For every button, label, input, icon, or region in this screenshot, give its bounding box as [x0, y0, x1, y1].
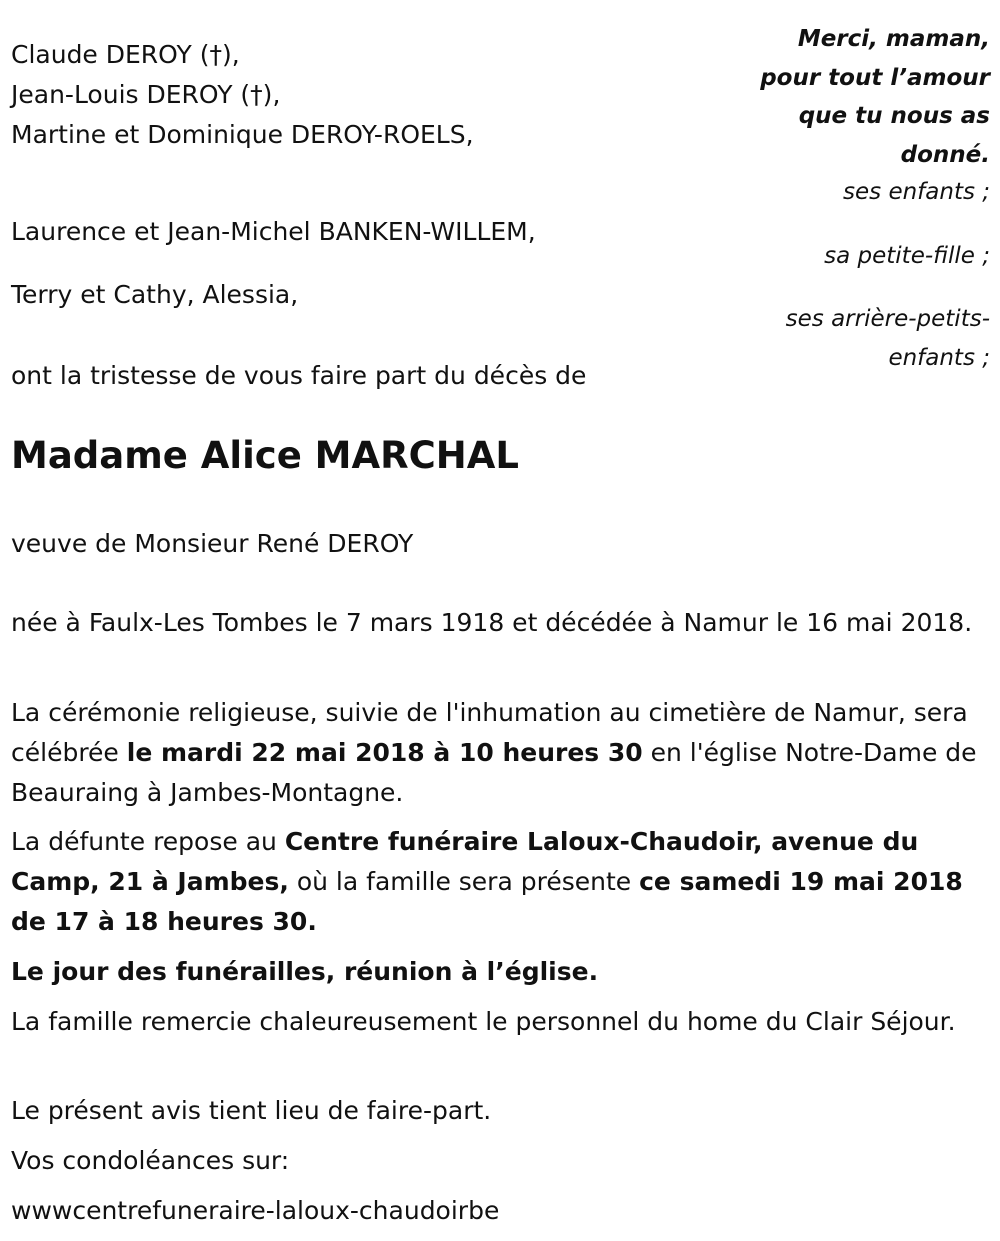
- widow-of: veuve de Monsieur René DEROY: [11, 529, 414, 558]
- quote-line-2: pour tout l’amour: [760, 65, 990, 91]
- deceased-name: Madame Alice MARCHAL: [11, 434, 519, 477]
- ceremony-date: le mardi 22 mai 2018 à 10 heures 30: [126, 738, 643, 767]
- condolences-website: wwwcentrefuneraire-laloux-chaudoirbe: [11, 1196, 500, 1225]
- ceremony-paragraph: [11, 693, 986, 813]
- quote-line-1: Merci, maman,: [797, 26, 990, 52]
- repose-paragraph: [11, 822, 986, 942]
- quote-line-3: que tu nous as: [798, 103, 990, 129]
- family-line-martine: Martine et Dominique DEROY-ROELS,: [11, 120, 474, 149]
- quote-line-4: donné.: [900, 142, 990, 168]
- relation-great-grandchildren-1: ses arrière-petits-: [785, 306, 990, 332]
- repose-visitation-time: ce samedi 19 mai 2018 de 17 à 18 heures 30.: [11, 867, 963, 936]
- repose-text-2: où la famille sera présente: [288, 867, 640, 896]
- repose-location: Centre funéraire Laloux-Chaudoir, avenue du Camp, 21 à Jambes,: [11, 827, 919, 896]
- birth-death-paragraph: née à Faulx-Les Tombes le 7 mars 1918 et décédée à Namur le 16 mai 2018.: [11, 608, 973, 637]
- notice-paragraph: Le présent avis tient lieu de faire-part.: [11, 1096, 492, 1125]
- repose-text-1: La défunte repose au: [11, 827, 285, 856]
- relation-granddaughter: sa petite-fille ;: [824, 243, 990, 269]
- family-line-terry: Terry et Cathy, Alessia,: [11, 280, 299, 309]
- family-line-claude: Claude DEROY (†),: [11, 40, 240, 69]
- relation-children: ses enfants ;: [843, 179, 990, 205]
- reunion-notice: Le jour des funérailles, réunion à l’église.: [11, 957, 599, 986]
- relation-great-grandchildren-2: enfants ;: [888, 345, 990, 371]
- announcement: ont la tristesse de vous faire part du décès de: [11, 361, 587, 390]
- family-line-laurence: Laurence et Jean-Michel BANKEN-WILLEM,: [11, 217, 536, 246]
- thanks-paragraph: La famille remercie chaleureusement le personnel du home du Clair Séjour.: [11, 1007, 956, 1036]
- ceremony-text-1: La cérémonie religieuse, suivie de l'inhumation au cimetière de Namur, sera célébrée: [11, 698, 968, 767]
- ceremony-text-2: en l'église Notre-Dame de Beauraing à Jambes-Montagne.: [11, 738, 977, 807]
- family-line-jean-louis: Jean-Louis DEROY (†),: [11, 80, 281, 109]
- condolences-label: Vos condoléances sur:: [11, 1146, 290, 1175]
